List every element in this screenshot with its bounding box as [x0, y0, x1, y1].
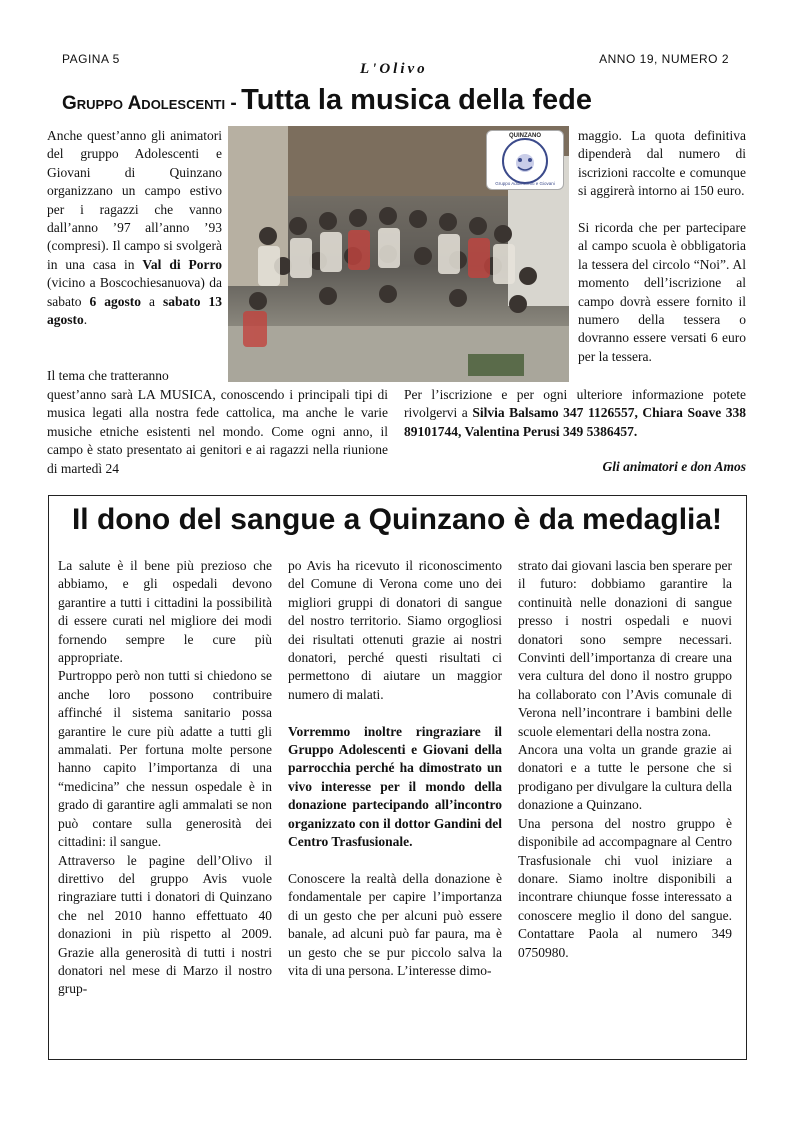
col2-bold-paragraph — [288, 723, 502, 852]
col3-paragraph: Una persona del nostro gruppo è disponibile ad accompagnare al Centro Trasfusionale chi vuol iniziare a donare. Siamo inoltre disponibili a incontrare chiunque fosse interessato a conoscere meglio il dono del sangue. Contattare Paola al numero 349 0750980. — [518, 815, 732, 960]
group-logo — [486, 130, 564, 190]
issue-number: ANNO 19, NUMERO 2 — [599, 52, 729, 66]
article1-signature: Gli animatori e don Amos — [602, 459, 746, 474]
article1-left-paragraph2-start: Il tema che tratteranno — [47, 368, 169, 383]
col3-paragraph: Ancora una volta un grande grazie ai donatori e a tutte le persone che si prodigano per divulgare la cultura della donazione a Quinzano. — [518, 742, 732, 813]
paragraph-text: a — [141, 293, 163, 309]
paragraph-text: . — [83, 312, 88, 328]
article2-column-1 — [58, 557, 272, 999]
article2-column-3 — [518, 557, 732, 962]
article2-column-2 — [288, 557, 502, 980]
article2-title: Il dono del sangue a Quinzano è da medaglia! — [71, 503, 723, 536]
contacts-intro: Per l’iscrizione e per ogni ulteriore informazione potete rivolgervi a — [404, 387, 746, 421]
col2-bold-text: Vorremmo inoltre ringraziare il Gruppo Adolescenti e Giovani della parrocchia perché ha dimostrato un vivo interesse per il mondo della donazione partecipando all’incontro organizzato con il dottor Gandini del Centro Trasfusionale. — [288, 723, 502, 850]
group-photo — [228, 126, 569, 382]
col1-paragraph: Attraverso le pagine dell’Olivo il direttivo del gruppo Avis vuole ringraziare tutti i donatori di Quinzano che nel 2010 hanno effettuato 40 donazioni in più rispetto al 2009. Grazie alla generosità di tutti i nostri donatori nel mese di Marzo il nostro grup- — [58, 852, 272, 997]
group-logo-text: QUINZANO — [509, 133, 541, 139]
col2-paragraph: po Avis ha ricevuto il riconoscimento del Comune di Verona come uno dei migliori gruppi di donatori di sangue del nostro territorio. Siamo orgogliosi dei risultati ottenuti grazie ai nostri donatori, perché questi risultati ci permettono di aiutare un maggior numero di malati. — [288, 558, 502, 702]
article1-group-label: Gruppo Adolescenti - — [62, 93, 237, 114]
highlighted-text: Val di Porro — [142, 256, 222, 272]
article1-right-paragraph1: maggio. La quota definitiva dipenderà dal numero di iscrizioni raccolte e comunque si aggirerà intorno ai 150 euro. — [578, 128, 746, 199]
group-logo-ring-text: Gruppo Adolescenti e Giovani — [495, 181, 555, 186]
paragraph-text: (vicino a Boscochiesanuova) da sabato — [47, 275, 222, 309]
col2-paragraph: Conoscere la realtà della donazione è fondamentale per capire l’importanza di un gesto che per alcuni può essere banale, ad alcuni può far paura, ma è un gesto che se pur piccolo salva la vita di una persona. L’interesse dimo- — [288, 870, 502, 978]
article1-left-paragraph — [47, 127, 222, 329]
col1-paragraph: Purtroppo però non tutti si chiedono se anche loro possono contribuire affinché il sistema sanitario possa garantire le cure più adatte a tutti gli ammalati. Per fortuna molte persone hanno capito l’importanza di una “medicina” che nessun ospedale è in grado di garantire agli ammalati se non può contare sulla generosità dei cittadini: il sangue. — [58, 668, 272, 850]
article1-right-paragraph2: Si ricorda che per partecipare al campo scuola è obbligatoria la tessera del circolo “Noi”. Al momento dell’iscrizione al campo dovrà essere fornito il numero della tessera o dovranno essere versati 6 euro per la tessera. — [578, 220, 746, 364]
highlighted-text: 6 agosto — [89, 293, 141, 309]
paragraph-text: Anche quest’anno gli animatori del gruppo Adolescenti e Giovani di Quinzano organizzano un campo estivo per i ragazzi che vanno dall’anno ’97 all’anno ’93 (compresi). Il campo si svolgerà in una casa in — [47, 128, 222, 272]
article1-title-line — [62, 84, 592, 117]
article1-title: Tutta la musica della fede — [241, 84, 592, 116]
masthead: L'Olivo — [360, 61, 428, 77]
article1-wide-paragraph: quest’anno sarà LA MUSICA, conoscendo i principali tipi di musica legati alla nostra fede cattolica, ma anche le varie musiche etniche esistenti nel mondo. Come ogni anno, il campo è stato presentato ai genitori e ai ragazzi nella riunione di martedì 24 — [47, 387, 388, 476]
col1-paragraph: La salute è il bene più prezioso che abbiamo, e gli ospedali devono garantire a tutti i cittadini la possibilità di essere curati nel migliore dei modi fornendo sempre le cure più appropriate. — [58, 558, 272, 666]
highlighted-text: sabato 13 agosto — [47, 293, 223, 328]
col3-paragraph: strato dai giovani lascia ben sperare per il futuro: dobbiamo garantire la continuità nelle donazioni di sangue presso i nostri ospedali e nuovi donatori sono sempre necessari. Convinti dell’importanza di creare una vera cultura del dono il nostro gruppo ha collaborato con l’Avis comunale di Verona nell’incontrare i bambini delle scuole elementari della nostra zona. — [518, 558, 732, 739]
contacts-list: Silvia Balsamo 347 1126557, Chiara Soave 338 89101744, Valentina Perusi 349 5386457. — [404, 405, 746, 439]
article1-contacts-paragraph — [404, 386, 746, 441]
page-number: PAGINA 5 — [62, 52, 120, 66]
